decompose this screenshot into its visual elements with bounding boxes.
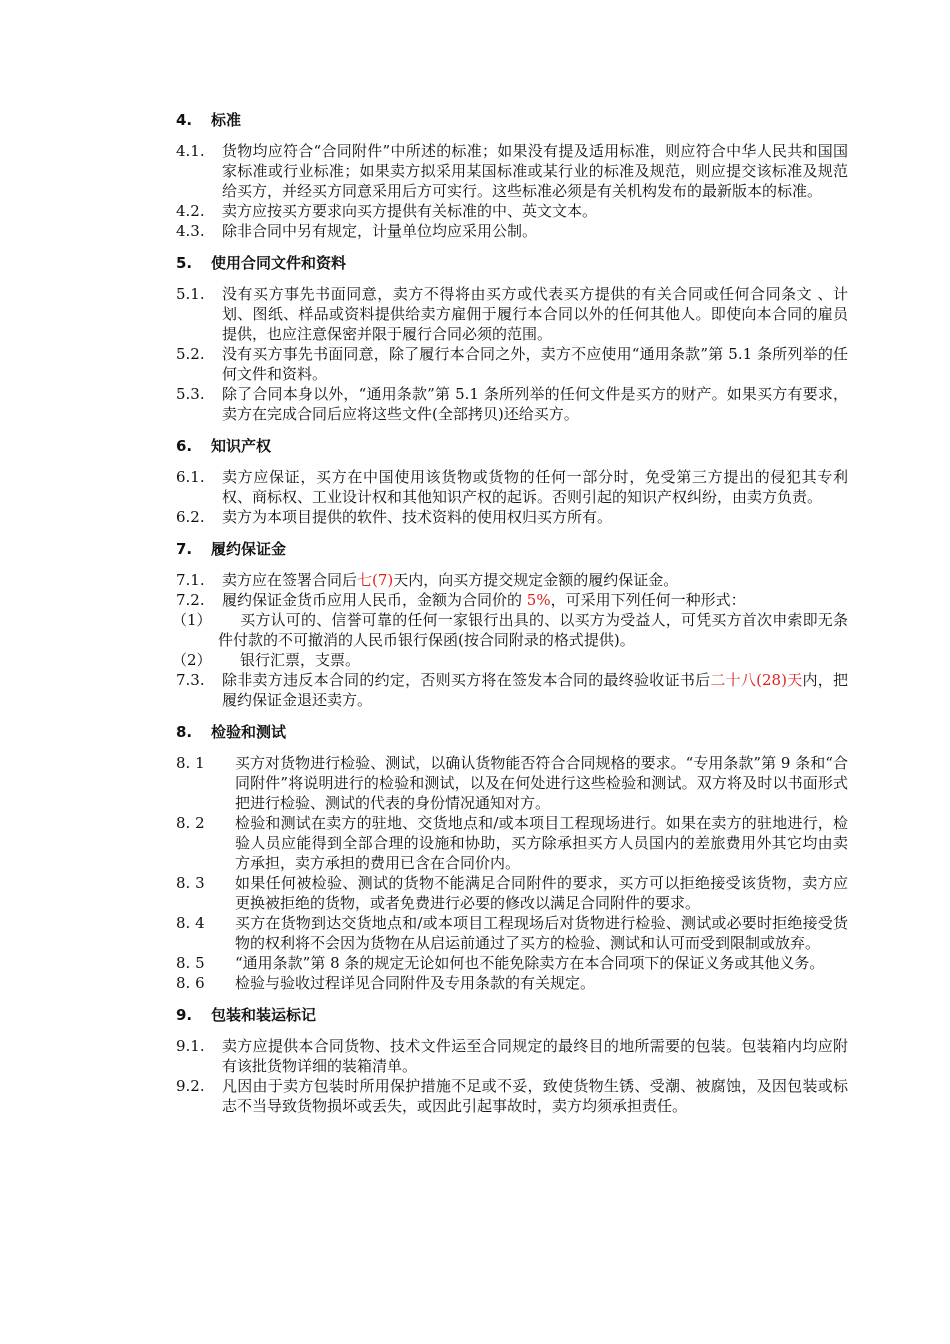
clause bbox=[176, 590, 848, 610]
sub-clause-number: （2） bbox=[172, 651, 212, 669]
clause bbox=[176, 344, 848, 384]
clause bbox=[176, 570, 848, 590]
clause-number: 7.1. bbox=[176, 571, 205, 589]
clause-text: 卖方为本项目提供的软件、技术资料的使用权归买方所有。 bbox=[222, 508, 613, 526]
clause-text: 卖方应保证，买方在中国使用该货物或货物的任何一部分时，免受第三方提出的侵犯其专利权、商标权、工业设计权和其他知识产权的起诉。否则引起的知识产权纠纷，由卖方负责。 bbox=[222, 468, 848, 506]
section-number: 9. bbox=[176, 1006, 193, 1024]
clause-text: ，可采用下列任何一种形式： bbox=[550, 591, 746, 609]
section-title: 包装和装运标记 bbox=[211, 1006, 317, 1024]
clause bbox=[176, 953, 848, 973]
clause-text: 检验与验收过程详见合同附件及专用条款的有关规定。 bbox=[235, 974, 596, 992]
clause bbox=[176, 873, 848, 913]
clause-body bbox=[222, 570, 848, 590]
clause-number: 9.1. bbox=[176, 1037, 205, 1055]
clause-text: 除非合同中另有规定，计量单位均应采用公制。 bbox=[222, 222, 538, 240]
sub-clause bbox=[172, 610, 848, 650]
clause-body bbox=[235, 953, 848, 973]
clause-body bbox=[222, 344, 848, 384]
section-title: 履约保证金 bbox=[211, 540, 287, 558]
clause bbox=[176, 670, 848, 710]
clause bbox=[176, 913, 848, 953]
clause-number: 6.1. bbox=[176, 468, 205, 486]
section-title: 标准 bbox=[211, 111, 242, 129]
clause-text: 内，把履约保证金退还卖方。 bbox=[222, 671, 848, 709]
clause-number: 4.3. bbox=[176, 222, 205, 240]
clause-text: 买方在货物到达交货地点和/或本项目工程现场后对货物进行检验、测试或必要时拒绝接受货物的权利将不会因为货物在从启运前通过了买方的检验、测试和认可而受到限制或放弃。 bbox=[235, 914, 848, 952]
clause-number: 5.3. bbox=[176, 385, 205, 403]
clause bbox=[176, 201, 848, 221]
clause-body bbox=[222, 141, 848, 201]
contract-document bbox=[172, 110, 848, 1116]
clause-body bbox=[222, 221, 848, 241]
section-title: 知识产权 bbox=[211, 437, 272, 455]
clause-text: 卖方应提供本合同货物、技术文件运至合同规定的最终目的地所需要的包装。包装箱内均应附有该批货物详细的装箱清单。 bbox=[222, 1037, 848, 1075]
clause-body bbox=[235, 813, 848, 873]
clause-body bbox=[235, 753, 848, 813]
section-title: 使用合同文件和资料 bbox=[211, 254, 347, 272]
clause bbox=[176, 813, 848, 873]
section-heading bbox=[176, 436, 848, 456]
sub-clause-number: （1） bbox=[172, 611, 212, 629]
clause bbox=[176, 1076, 848, 1116]
clause-body bbox=[222, 284, 848, 344]
section-heading bbox=[176, 110, 848, 130]
sub-clause bbox=[172, 650, 848, 670]
clause-text: 履约保证金货币应用人民币，金额为合同价的 bbox=[222, 591, 527, 609]
clause-number: 8. 3 bbox=[176, 874, 205, 892]
section-number: 8. bbox=[176, 723, 193, 741]
clause-text: 凡因由于卖方包装时所用保护措施不足或不妥，致使货物生锈、受潮、被腐蚀，及因包装或标志不当导致货物损坏或丢失，或因此引起事故时，卖方均须承担责任。 bbox=[222, 1077, 848, 1115]
clause-number: 8. 6 bbox=[176, 974, 205, 992]
clause-number: 5.1. bbox=[176, 285, 205, 303]
clause bbox=[176, 384, 848, 424]
section-heading bbox=[176, 539, 848, 559]
highlighted-value: 七(7) bbox=[357, 571, 394, 589]
clause-body bbox=[222, 670, 848, 710]
clause-text: 卖方应按买方要求向买方提供有关标准的中、英文文本。 bbox=[222, 202, 598, 220]
clause-body bbox=[235, 873, 848, 913]
clause-text: 没有买方事先书面同意，除了履行本合同之外，卖方不应使用“通用条款”第 5.1 条所列举的任何文件和资料。 bbox=[222, 345, 848, 383]
clause bbox=[176, 973, 848, 993]
clause-text: 除非卖方违反本合同的约定，否则买方将在签发本合同的最终验收证书后 bbox=[222, 671, 711, 689]
clause-body bbox=[222, 507, 848, 527]
clause-number: 4.2. bbox=[176, 202, 205, 220]
clause-text: 除了合同本身以外，“通用条款”第 5.1 条所列举的任何文件是买方的财产。如果买方有要求，卖方在完成合同后应将这些文件(全部拷贝)还给买方。 bbox=[222, 385, 848, 423]
highlighted-value: 5% bbox=[526, 591, 551, 609]
clause-text: 天内，向买方提交规定金额的履约保证金。 bbox=[393, 571, 679, 589]
clause-body bbox=[235, 913, 848, 953]
clause bbox=[176, 467, 848, 507]
clause-number: 8. 2 bbox=[176, 814, 205, 832]
clause-text: 买方认可的、信誉可靠的任何一家银行出具的、以买方为受益人，可凭买方首次申索即无条件付款的不可撤消的人民币银行保函(按合同附录的格式提供)。 bbox=[218, 611, 848, 649]
clause bbox=[176, 753, 848, 813]
clause bbox=[176, 284, 848, 344]
clause-number: 8. 1 bbox=[176, 754, 205, 772]
clause-body bbox=[222, 1076, 848, 1116]
clause-text: “通用条款”第 8 条的规定无论如何也不能免除卖方在本合同项下的保证义务或其他义务。 bbox=[235, 954, 825, 972]
clause-number: 8. 5 bbox=[176, 954, 205, 972]
clause bbox=[176, 507, 848, 527]
clause-number: 4.1. bbox=[176, 142, 205, 160]
clause-text: 货物均应符合“合同附件”中所述的标准；如果没有提及适用标准，则应符合中华人民共和国国家标准或行业标准；如果卖方拟采用某国标准或某行业的标准及规范，则应提交该标准及规范给买方，并经买方同意采用后方可实行。这些标准必须是有关机构发布的最新版本的标准。 bbox=[222, 142, 848, 200]
section-number: 5. bbox=[176, 254, 193, 272]
clause bbox=[176, 141, 848, 201]
section-heading bbox=[176, 722, 848, 742]
section-title: 检验和测试 bbox=[211, 723, 287, 741]
clause-number: 8. 4 bbox=[176, 914, 205, 932]
clause-text: 如果任何被检验、测试的货物不能满足合同附件的要求，买方可以拒绝接受该货物，卖方应更换被拒绝的货物，或者免费进行必要的修改以满足合同附件的要求。 bbox=[235, 874, 848, 912]
clause-body bbox=[222, 467, 848, 507]
clause-text: 没有买方事先书面同意，卖方不得将由买方或代表买方提供的有关合同或任何合同条文 、计划、图纸、样品或资料提供给卖方雇佣于履行本合同以外的任何其他人。即使向本合同的雇员提供，也应注意保密并限于履行合同必须的范围。 bbox=[222, 285, 848, 343]
clause-number: 7.2. bbox=[176, 591, 205, 609]
clause-number: 6.2. bbox=[176, 508, 205, 526]
clause-body bbox=[222, 1036, 848, 1076]
clause-body bbox=[222, 590, 848, 610]
section-heading bbox=[176, 253, 848, 273]
clause bbox=[176, 221, 848, 241]
clause-body bbox=[222, 201, 848, 221]
clause-text: 卖方应在签署合同后 bbox=[222, 571, 358, 589]
section-heading bbox=[176, 1005, 848, 1025]
clause-text: 银行汇票，支票。 bbox=[240, 651, 361, 669]
highlighted-value: 二十八(28)天 bbox=[710, 671, 803, 689]
clause-body bbox=[235, 973, 848, 993]
clause-number: 5.2. bbox=[176, 345, 205, 363]
clause-text: 买方对货物进行检验、测试，以确认货物能否符合合同规格的要求。“专用条款”第 9 条和“合同附件”将说明进行的检验和测试，以及在何处进行这些检验和测试。双方将及时以书面形式把进行检验、测试的代表的身份情况通知对方。 bbox=[235, 754, 848, 812]
section-number: 4. bbox=[176, 111, 193, 129]
clause-body bbox=[222, 384, 848, 424]
clause-text: 检验和测试在卖方的驻地、交货地点和/或本项目工程现场进行。如果在卖方的驻地进行，检验人员应能得到全部合理的设施和协助，买方除承担买方人员国内的差旅费用外其它均由卖方承担，卖方承担的费用已含在合同价内。 bbox=[235, 814, 848, 872]
clause-number: 7.3. bbox=[176, 671, 205, 689]
section-number: 7. bbox=[176, 540, 193, 558]
clause bbox=[176, 1036, 848, 1076]
section-number: 6. bbox=[176, 437, 193, 455]
clause-number: 9.2. bbox=[176, 1077, 205, 1095]
